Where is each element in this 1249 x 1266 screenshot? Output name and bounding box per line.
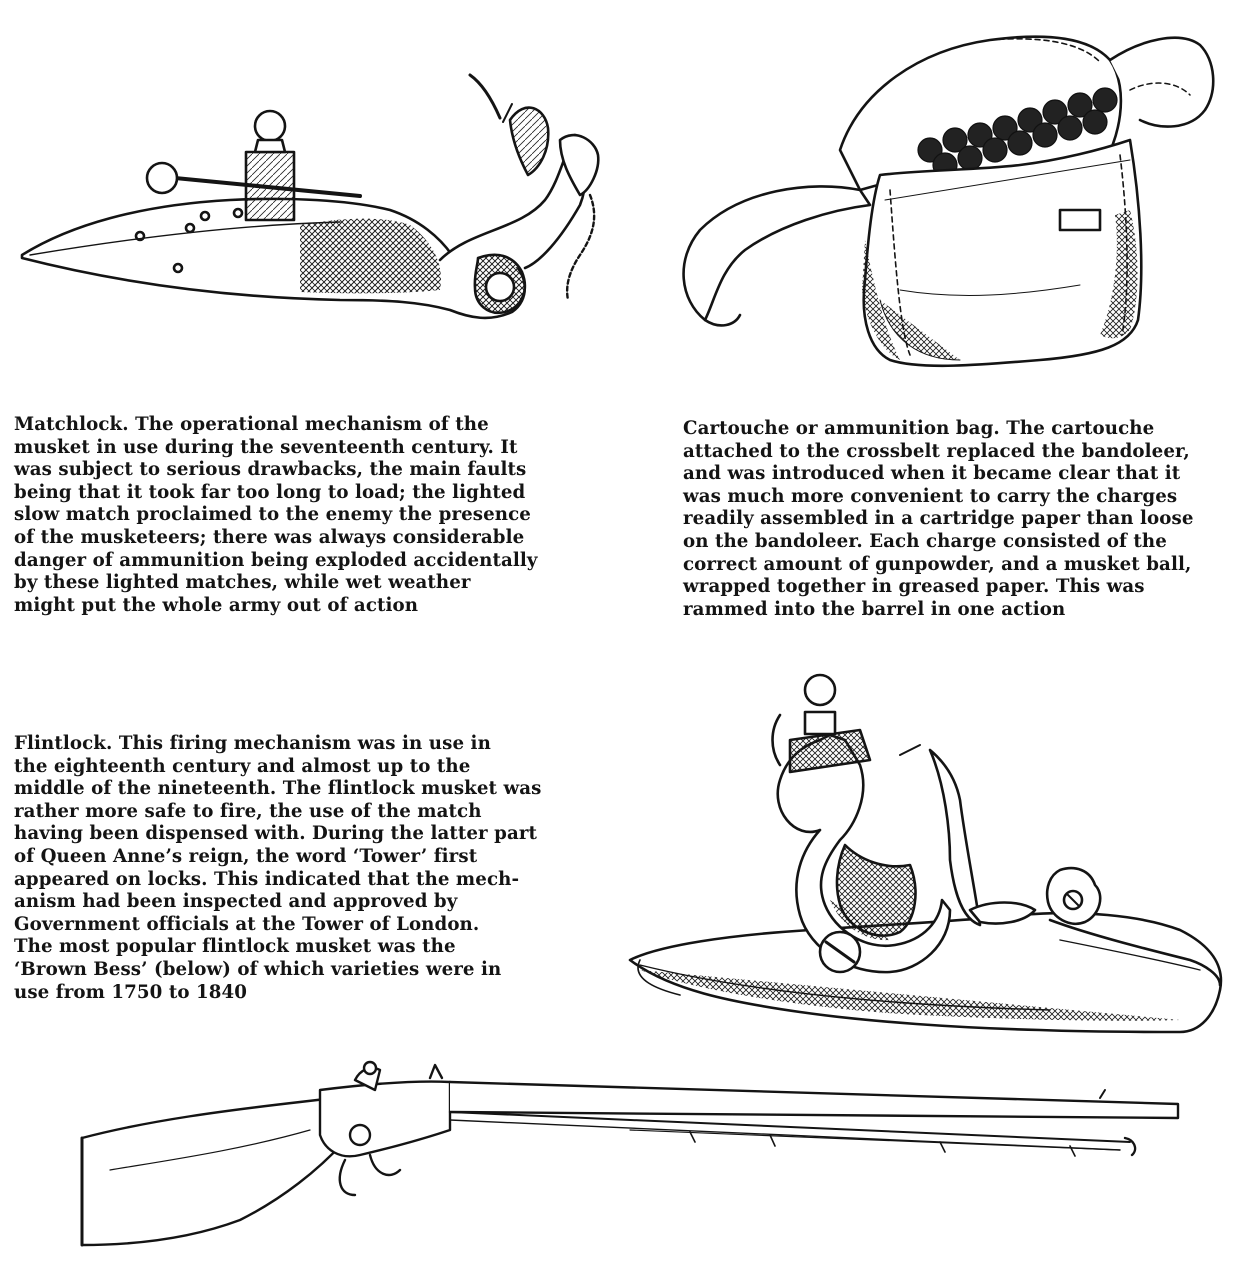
caption-line: slow match proclaimed to the enemy the presence xyxy=(14,504,531,526)
flintlock-caption xyxy=(14,733,614,1004)
caption-line: rather more safe to fire, the use of the match xyxy=(14,800,482,822)
caption-line: of Queen Anne’s reign, the word ‘Tower’ first xyxy=(14,845,478,867)
brown-bess-musket-illustration xyxy=(70,1060,1190,1260)
caption-line: anism had been inspected and approved by xyxy=(14,891,458,913)
matchlock-caption xyxy=(14,414,614,617)
caption-line: having been dispensed with. During the latter part xyxy=(14,823,538,845)
caption-line: musket in use during the seventeenth century. It xyxy=(14,436,518,458)
caption-line: attached to the crossbelt replaced the bandoleer, xyxy=(683,440,1190,462)
matchlock-illustration xyxy=(0,0,640,330)
caption-line: use from 1750 to 1840 xyxy=(14,981,248,1003)
caption-line: might put the whole army out of action xyxy=(14,594,419,616)
caption-line: ‘Brown Bess’ (below) of which varieties were in xyxy=(14,958,502,980)
caption-line: correct amount of gunpowder, and a musket ball, xyxy=(683,553,1192,575)
caption-line: the eighteenth century and almost up to the xyxy=(14,755,471,777)
caption-line: of the musketeers; there was always considerable xyxy=(14,526,525,548)
caption-line: Government officials at the Tower of London. xyxy=(14,913,480,935)
cartouche-caption xyxy=(683,418,1243,621)
caption-line: appeared on locks. This indicated that the mech- xyxy=(14,868,520,890)
caption-line: being that it took far too long to load; the lighted xyxy=(14,481,526,503)
caption-line: The most popular flintlock musket was the xyxy=(14,936,456,958)
caption-line: rammed into the barrel in one action xyxy=(683,598,1066,620)
caption-line: middle of the nineteenth. The flintlock musket was xyxy=(14,778,542,800)
caption-line: on the bandoleer. Each charge consisted of the xyxy=(683,530,1167,552)
caption-line: Flintlock. This firing mechanism was in use in xyxy=(14,733,491,754)
caption-line: was subject to serious drawbacks, the main faults xyxy=(14,459,527,481)
caption-line: was much more convenient to carry the charges xyxy=(683,485,1178,507)
caption-line: danger of ammunition being exploded accidentally xyxy=(14,549,538,571)
caption-line: Matchlock. The operational mechanism of the xyxy=(14,414,489,435)
flintlock-illustration xyxy=(620,660,1249,1055)
cartouche-illustration xyxy=(660,0,1249,400)
caption-line: by these lighted matches, while wet weather xyxy=(14,572,471,594)
caption-line: wrapped together in greased paper. This was xyxy=(683,576,1145,598)
caption-line: Cartouche or ammunition bag. The cartouche xyxy=(683,418,1155,439)
caption-line: and was introduced when it became clear that it xyxy=(683,463,1181,485)
caption-line: readily assembled in a cartridge paper than loose xyxy=(683,508,1194,530)
